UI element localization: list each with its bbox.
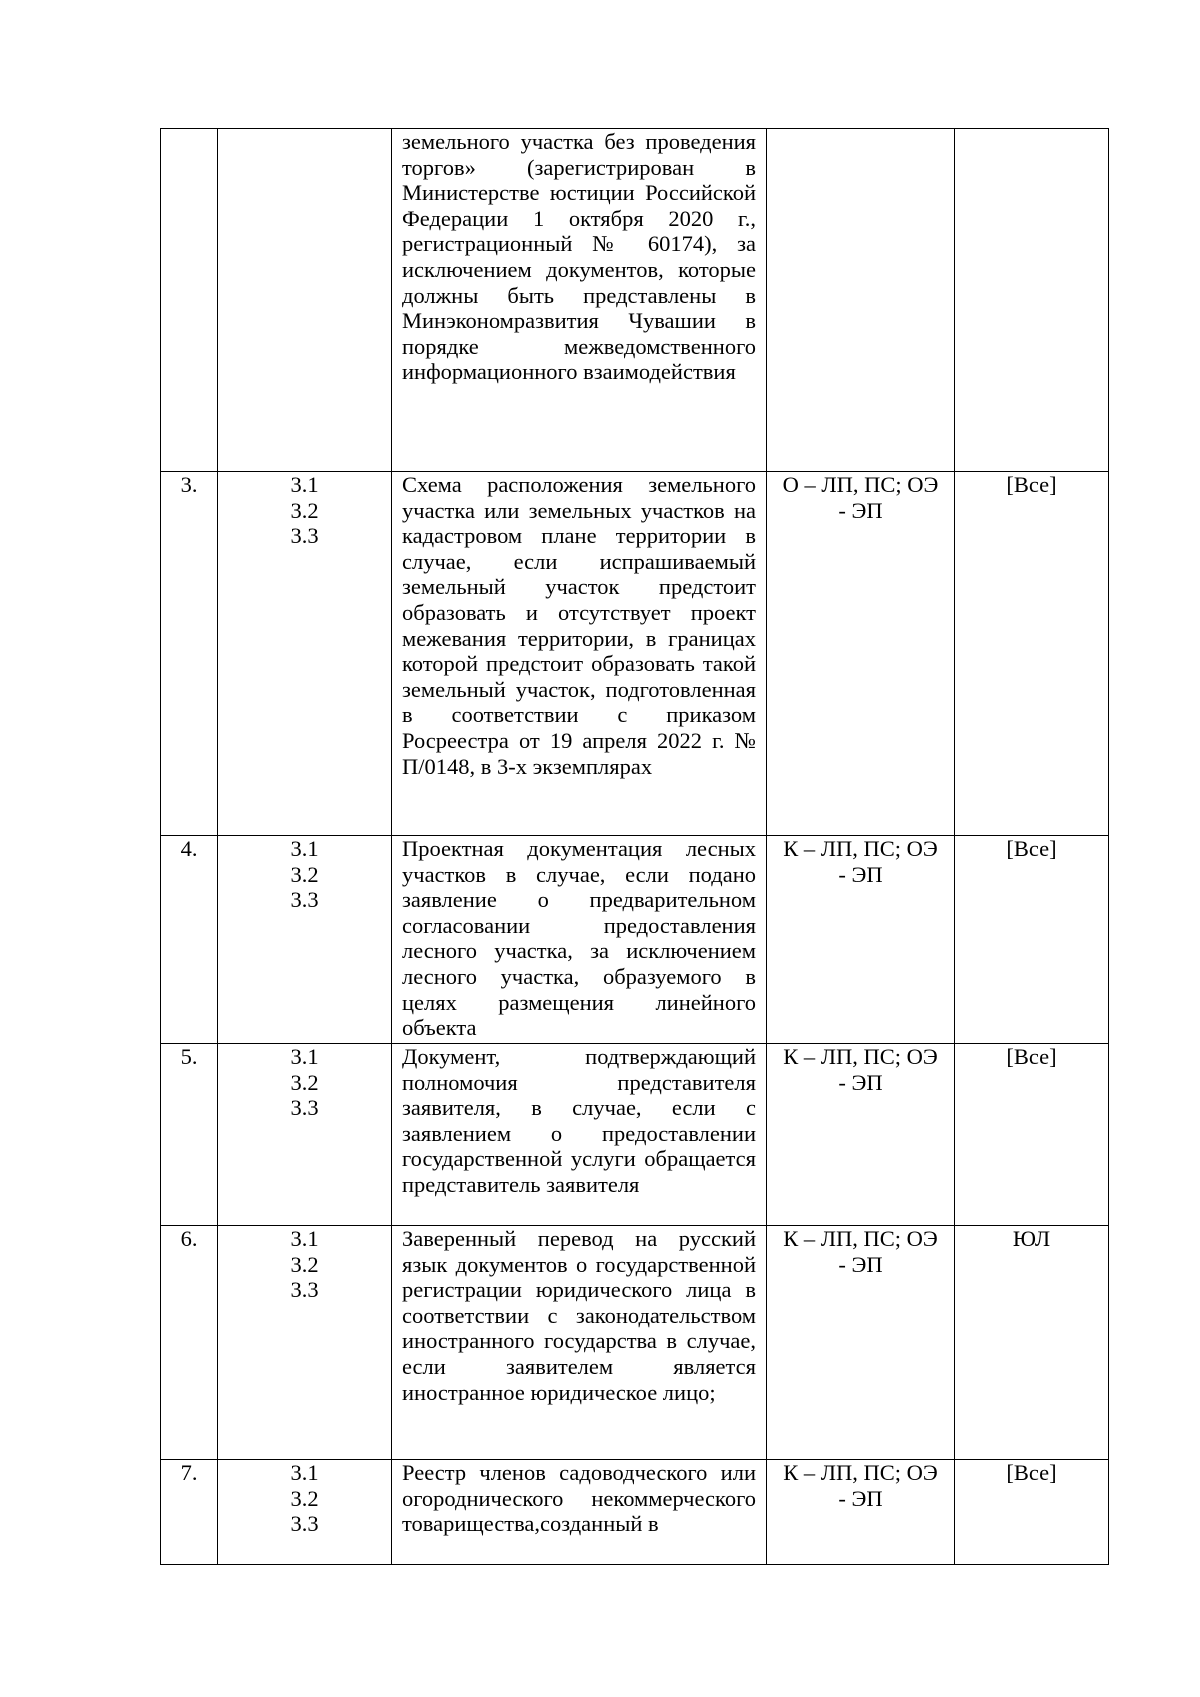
subitem-number: 3.2 xyxy=(290,1485,319,1511)
row-number xyxy=(161,129,218,472)
submission-form: К – ЛП, ПС; ОЭ - ЭП xyxy=(767,836,955,1044)
subitem-number: 3.1 xyxy=(290,1460,319,1485)
applicant-category: [Все] xyxy=(955,836,1109,1044)
subitem-list xyxy=(218,129,392,472)
applicant-category xyxy=(955,129,1109,472)
table-row xyxy=(161,1226,1109,1460)
subitem-number: 3.1 xyxy=(290,1044,319,1069)
submission-form: К – ЛП, ПС; ОЭ - ЭП xyxy=(767,1460,955,1565)
row-number: 5. xyxy=(161,1044,218,1226)
subitem-number: 3.3 xyxy=(290,1095,319,1121)
document-description: Схема расположения земельного участка или земельных участков на кадастровом плане территории в случае, если испрашиваемый земельный участок предстоит образовать и отсутствует проект межевания территории, в границах которой предстоит образовать такой земельный участок, подготовленная в соответствии с приказом Росреестра от 19 апреля 2022 г. № П/0148, в 3-х экземплярах xyxy=(392,472,767,836)
subitem-list xyxy=(218,1226,392,1460)
subitem-number: 3.1 xyxy=(290,472,319,497)
submission-form xyxy=(767,129,955,472)
row-number: 3. xyxy=(161,472,218,836)
table-row xyxy=(161,1044,1109,1226)
subitem-number: 3.1 xyxy=(290,1226,319,1251)
applicant-category: ЮЛ xyxy=(955,1226,1109,1460)
subitem-number: 3.1 xyxy=(290,836,319,861)
submission-form: О – ЛП, ПС; ОЭ - ЭП xyxy=(767,472,955,836)
row-number: 7. xyxy=(161,1460,218,1565)
subitem-number: 3.2 xyxy=(290,861,319,887)
applicant-category: [Все] xyxy=(955,472,1109,836)
table-row xyxy=(161,129,1109,472)
table-row xyxy=(161,836,1109,1044)
subitem-number: 3.3 xyxy=(290,523,319,549)
subitem-list xyxy=(218,836,392,1044)
table-row xyxy=(161,472,1109,836)
document-description: Документ, подтверждающий полномочия представителя заявителя, в случае, если с заявлением о предоставлении государственной услуги обращается представитель заявителя xyxy=(392,1044,767,1226)
submission-form: К – ЛП, ПС; ОЭ - ЭП xyxy=(767,1226,955,1460)
row-number: 4. xyxy=(161,836,218,1044)
document-table xyxy=(160,128,1109,1565)
document-description: Проектная документация лесных участков в случае, если подано заявление о предварительном согласовании предоставления лесного участка, за исключением лесного участка, образуемого в целях размещения линейного объекта xyxy=(392,836,767,1044)
subitem-number: 3.3 xyxy=(290,1511,319,1537)
subitem-number: 3.3 xyxy=(290,1277,319,1303)
subitem-list xyxy=(218,1044,392,1226)
subitem-number: 3.2 xyxy=(290,1251,319,1277)
table-row xyxy=(161,1460,1109,1565)
applicant-category: [Все] xyxy=(955,1460,1109,1565)
submission-form: К – ЛП, ПС; ОЭ - ЭП xyxy=(767,1044,955,1226)
document-description: Реестр членов садоводческого или огороднического некоммерческого товарищества,созданный в xyxy=(392,1460,767,1565)
applicant-category: [Все] xyxy=(955,1044,1109,1226)
subitem-number: 3.3 xyxy=(290,887,319,913)
document-description: земельного участка без проведения торгов» (зарегистрирован в Министерстве юстиции Российской Федерации 1 октября 2020 г., регистрационный № 60174), за исключением документов, которые должны быть представлены в Минэкономразвития Чувашии в порядке межведомственного информационного взаимодействия xyxy=(392,129,767,472)
subitem-list xyxy=(218,1460,392,1565)
row-number: 6. xyxy=(161,1226,218,1460)
subitem-number: 3.2 xyxy=(290,1069,319,1095)
document-description: Заверенный перевод на русский язык документов о государственной регистрации юридического лица в соответствии с законодательством иностранного государства в случае, если заявителем является иностранное юридическое лицо; xyxy=(392,1226,767,1460)
subitem-list xyxy=(218,472,392,836)
subitem-number: 3.2 xyxy=(290,497,319,523)
